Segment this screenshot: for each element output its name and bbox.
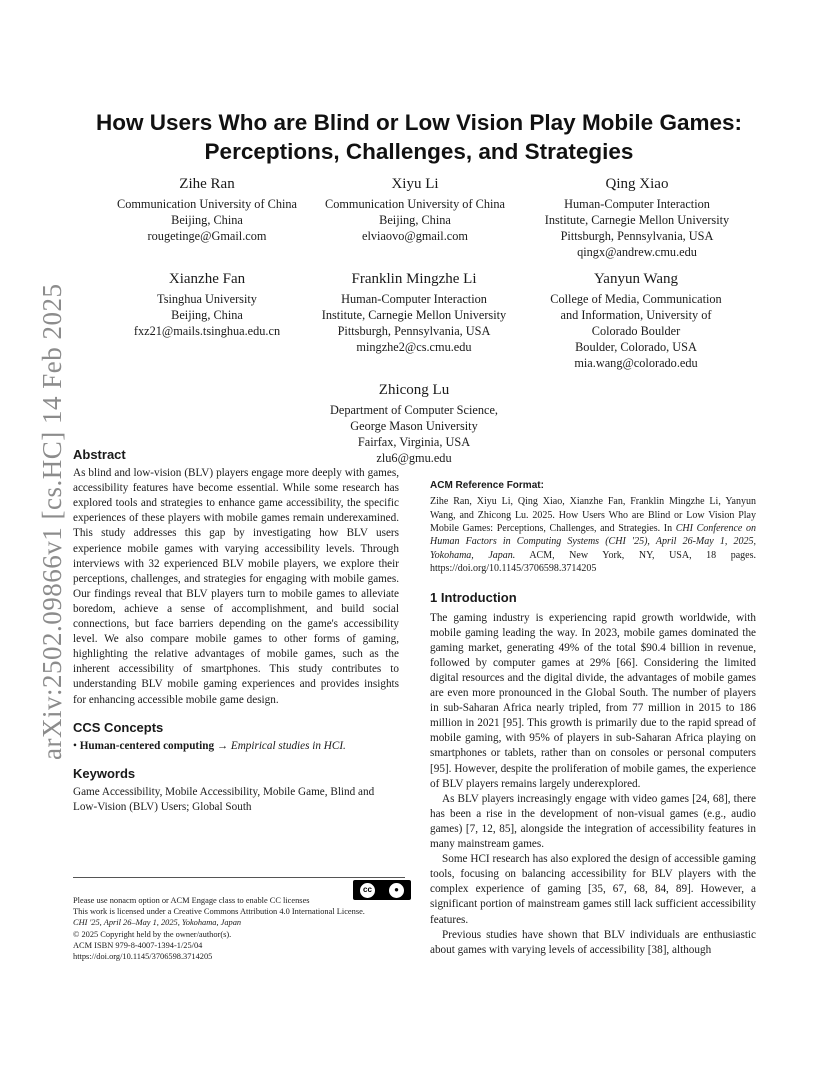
arxiv-identifier: arXiv:2502.09866v1 [cs.HC] 14 Feb 2025 [37, 283, 67, 760]
author-name: Qing Xiao [605, 176, 669, 192]
author-email: mingzhe2@cs.cmu.edu [356, 340, 472, 354]
cc-icon: cc [360, 883, 375, 898]
author-affiliation: Human-Computer Interaction [341, 292, 487, 306]
footnote-line: CHI '25, April 26–May 1, 2025, Yokohama, Japan [73, 918, 242, 928]
by-icon: ● [389, 883, 404, 898]
intro-paragraph: Previous studies have shown that BLV individuals are enthusiastic about games with varying levels of accessibility [38], although [430, 928, 756, 956]
ccs-term: Human-centered computing [79, 739, 215, 752]
title-line-1: How Users Who are Blind or Low Vision Play Mobile Games: [96, 110, 742, 135]
author-block [517, 175, 757, 260]
ccs-subterm: Empirical studies in HCI. [230, 739, 346, 752]
author-email: qingx@andrew.cmu.edu [577, 245, 697, 259]
author-affiliation: Institute, Carnegie Mellon University [321, 308, 507, 322]
author-name: Zhicong Lu [378, 382, 450, 398]
ccs-heading: CCS Concepts [73, 719, 164, 735]
author-location: Beijing, China [379, 213, 451, 227]
keywords-text: Game Accessibility, Mobile Accessibility, Mobile Game, Blind and Low-Vision (BLV) Users; Global South [73, 785, 375, 813]
author-name: Xiyu Li [391, 176, 439, 192]
author-affiliation: Tsinghua University [157, 292, 257, 306]
ccs-arrow: → [216, 739, 229, 752]
author-email: elviaovo@gmail.com [362, 229, 468, 243]
acm-reference-text [430, 495, 756, 575]
footnote-doi: https://doi.org/10.1145/3706598.3714205 [73, 952, 213, 962]
author-block [87, 270, 327, 339]
author-affiliation: Department of Computer Science, [329, 403, 498, 417]
abstract-heading: Abstract [73, 447, 126, 462]
author-name: Yanyun Wang [593, 271, 679, 287]
author-name: Zihe Ran [179, 176, 235, 192]
intro-paragraph: The gaming industry is experiencing rapid growth worldwide, with mobile gaming leading the way. In 2023, mobile games dominated the gaming market, generating 49% of the total $90.4 billion in revenue, followed by computer games at 29% [66]. Considering the limited digital resources and the digital divide, the advantages of mobile games are even more pronounced in the Global South. The number of players in sub-Saharan Africa nearly tripled, from 77 million in 2015 to 186 million in 2021 [95]. This growth is primarily due to the rapid spread of mobile gaming, with 95% of players in sub-Saharan Africa playing on smartphones or tablets, rather than on consoles or personal computers [95]. However, despite the proliferation of mobile games, the experience of BLV players remains largely underexplored. [430, 611, 756, 790]
author-affiliation: Human-Computer Interaction [564, 197, 710, 211]
author-name: Franklin Mingzhe Li [351, 271, 477, 287]
paper-title [74, 108, 764, 166]
author-affiliation: and Information, University of [560, 308, 712, 322]
author-location: Beijing, China [171, 308, 243, 322]
footnote-line: © 2025 Copyright held by the owner/author(s). [73, 929, 232, 939]
author-location: Boulder, Colorado, USA [575, 340, 697, 354]
intro-paragraph: Some HCI research has also explored the design of accessible gaming tools, focusing on balancing accessibility for BLV players with the complex experience of gaming [35, 67, 68, 84, 89]. However, a significant portion of mainstream games still lack sufficient accessibility features. [430, 853, 756, 926]
author-affiliation: Colorado Boulder [591, 324, 681, 338]
author-email: zlu6@gmu.edu [376, 451, 452, 465]
author-affiliation: George Mason University [350, 419, 478, 433]
footnote-line: This work is licensed under a Creative Commons Attribution 4.0 International License. [73, 907, 365, 917]
creative-commons-badge [353, 880, 411, 900]
introduction-heading: 1 Introduction [430, 589, 517, 605]
copyright-footnote [73, 877, 405, 962]
author-location: Pittsburgh, Pennsylvania, USA [337, 324, 491, 338]
author-affiliation: College of Media, Communication [550, 292, 722, 306]
author-block [516, 270, 756, 371]
ccs-concepts [73, 739, 399, 754]
abstract-text: As blind and low-vision (BLV) players engage more deeply with games, accessibility features have become essential. While some research has explored tools and strategies to enhance game accessibility, the specific experiences of these players with mobile games remain underexamined. This study addresses this gap by investigating how BLV users experience mobile games with varying accessibility levels. Through interviews with 32 experienced BLV mobile players, we explore their perceptions, challenges, and strategies for engaging with mobile games. Our findings reveal that BLV players turn to mobile games to alleviate boredom, achieve a sense of accomplishment, and build social connections, but face barriers depending on the game's accessibility level. We also compare mobile games to other forms of gaming, highlighting the relative advantages of mobile games, such as the inherent accessibility of smartphones. This study contributes to understanding BLV mobile gaming experiences and provides insights for enhancing accessible mobile game design. [73, 467, 399, 706]
footnote-line: Please use nonacm option or ACM Engage class to enable CC licenses [73, 896, 310, 905]
author-affiliation: Communication University of China [325, 197, 505, 211]
title-line-2: Perceptions, Challenges, and Strategies [204, 139, 634, 164]
keywords-heading: Keywords [73, 765, 136, 781]
right-column [430, 478, 756, 958]
author-name: Xianzhe Fan [168, 271, 246, 287]
acm-reference-venue: CHI Conference on Human Factors in Computing Systems (CHI '25), April 26-May 1, 2025, Yokohama, Japan. [430, 522, 756, 561]
acm-reference-tail: ACM, New York, NY, USA, 18 pages. https://doi.org/10.1145/3706598.3714205 [430, 549, 756, 575]
footnote-line: ACM ISBN 979-8-4007-1394-1/25/04 [73, 940, 203, 950]
author-location: Pittsburgh, Pennsylvania, USA [560, 229, 714, 243]
ccs-bullet: • [73, 739, 77, 752]
author-affiliation: Institute, Carnegie Mellon University [544, 213, 730, 227]
author-location: Beijing, China [171, 213, 243, 227]
author-email: mia.wang@colorado.edu [574, 356, 698, 370]
author-block [87, 175, 327, 244]
left-column [73, 447, 399, 815]
intro-paragraph: As BLV players increasingly engage with video games [24, 68], there has been a rise in the development of non-visual games (e.g., audio games) [7, 12, 85], alongside the integration of accessibility features in many mainstream games. [430, 792, 756, 851]
author-block [295, 175, 535, 244]
author-block [294, 270, 534, 355]
author-email: fxz21@mails.tsinghua.edu.cn [133, 324, 281, 338]
acm-reference-authors: Zihe Ran, Xiyu Li, Qing Xiao, Xianzhe Fan, Franklin Mingzhe Li, Yanyun Wang, and Zhicong Lu. 2025. How Users Who are Blind or Low Vision Play Mobile Games: Perceptions, Challenges, and Strategies. In [430, 496, 756, 534]
author-location: Fairfax, Virginia, USA [357, 435, 471, 449]
acm-reference-heading: ACM Reference Format: [430, 480, 544, 491]
author-email: rougetinge@Gmail.com [147, 229, 267, 243]
author-affiliation: Communication University of China [117, 197, 297, 211]
